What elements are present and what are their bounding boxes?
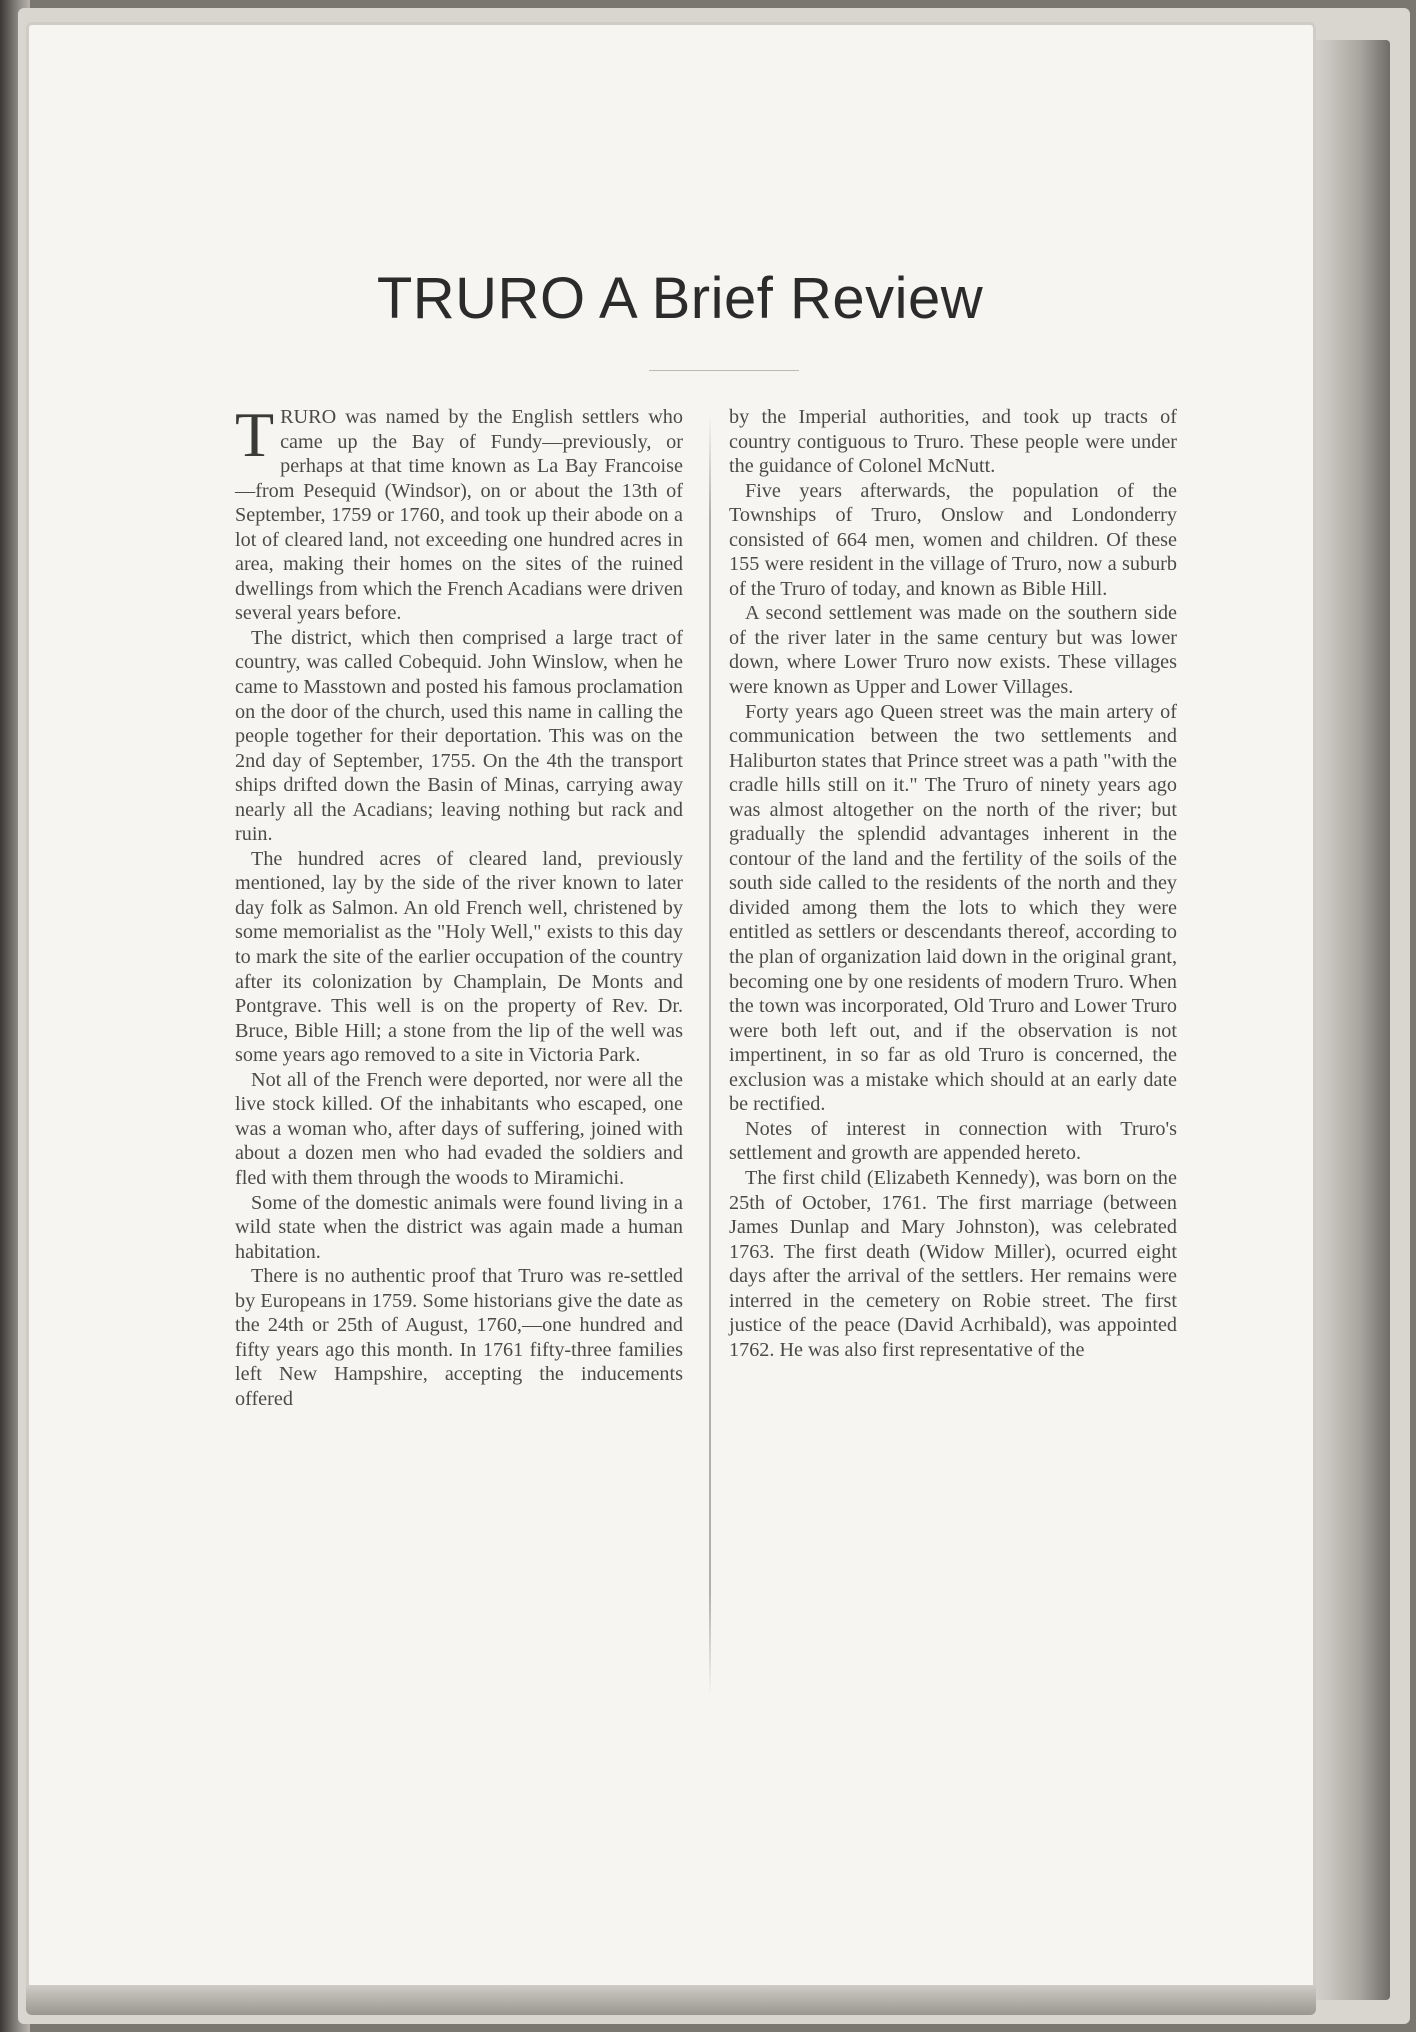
document-page [26,22,1316,2000]
paragraph-text: RURO was named by the English settlers who came up the Bay of Fundy—previously, or perhaps at that time known as La Bay Francoise—from Pesequid (Windsor), on or about the 13th of September, 1759 or 1760, and took up their abode on a lot of cleared land, not exceeding one hundred acres in area, making their homes on the sites of the ruined dwellings from which the French Acadians were driven several years before. [235,406,683,625]
paragraph: Notes of interest in connection with Truro's settlement and growth are appended hereto. [729,1117,1177,1165]
paragraph: Not all of the French were deported, nor were all the live stock killed. Of the inhabitants who escaped, one was a woman who, after days of suffering, joined with about a dozen men who had evaded the soldiers and fled with them through the woods to Miramichi. [235,1068,683,1189]
paragraph: The hundred acres of cleared land, previously mentioned, lay by the side of the river known to later day folk as Salmon. An old French well, christened by some memorialist as the "Holy Well," exists to this day to mark the site of the earlier occupation of the country after its colonization by Champlain, De Monts and Pontgrave. This well is on the property of Rev. Dr. Bruce, Bible Hill; a stone from the lip of the well was some years ago removed to a site in Victoria Park. [235,847,683,1067]
paragraph: There is no authentic proof that Truro was re-settled by Europeans in 1759. Some historians give the date as the 24th or 25th of August, 1760,—one hundred and fifty years ago this month. In 1761 fifty-three families left New Hampshire, accepting the inducements offered [235,1265,683,1410]
left-column [235,399,683,1411]
article-title: TRURO A Brief Review [376,266,984,331]
column-divider [709,415,711,1695]
drop-cap: T [235,399,275,470]
paragraph: The first child (Elizabeth Kennedy), was born on the 25th of October, 1761. The first marriage (between James Dunlap and Mary Johnston), was celebrated 1763. The first death (Widow Miller), ocurred eight days after the arrival of the settlers. Her remains were interred in the cemetery on Robie street. The first justice of the peace (David Acrhibald), was appointed 1762. He was also first representative of the [729,1166,1177,1361]
paragraph: A second settlement was made on the southern side of the river later in the same century but was lower down, where Lower Truro now exists. These villages were known as Upper and Lower Villages. [729,602,1177,699]
paragraph: The district, which then comprised a large tract of country, was called Cobequid. John Winslow, when he came to Masstown and posted his famous proclamation on the door of the church, used this name in calling the people together for their deportation. This was on the 2nd day of September, 1755. On the 4th the transport ships drifted down the Basin of Minas, carrying away nearly all the Acadians; leaving nothing but rack and ruin. [235,626,683,846]
paragraph: Some of the domestic animals were found living in a wild state when the district was again made a human habitation. [235,1191,683,1263]
paragraph: Five years afterwards, the population of the Townships of Truro, Onslow and Londonderry consisted of 664 men, women and children. Of these 155 were resident in the village of Truro, now a suburb of the Truro of today, and known as Bible Hill. [729,479,1177,600]
page-bottom-edge [26,1985,1316,2015]
paragraph: by the Imperial authorities, and took up tracts of country contiguous to Truro. These people were under the guidance of Colonel McNutt. [729,406,1177,478]
paragraph: Forty years ago Queen street was the main artery of communication between the two settlements and Haliburton states that Prince street was a path "with the cradle hills still on it." The Truro of ninety years ago was almost altogether on the north of the river; but gradually the splendid advantages inherent in the contour of the land and the fertility of the soils of the south side called to the residents of the north and they divided among them the lots to which they were entitled as settlers or descendants thereof, according to the plan of organization laid down in the original grant, becoming one by one residents of modern Truro. When the town was incorporated, Old Truro and Lower Truro were both left out, and if the observation is not impertinent, in so far as old Truro is concerned, the exclusion was a mistake which should at an early date be rectified. [729,700,1177,1116]
title-rule [649,370,799,371]
paragraph [235,399,683,626]
right-column [729,405,1177,1362]
